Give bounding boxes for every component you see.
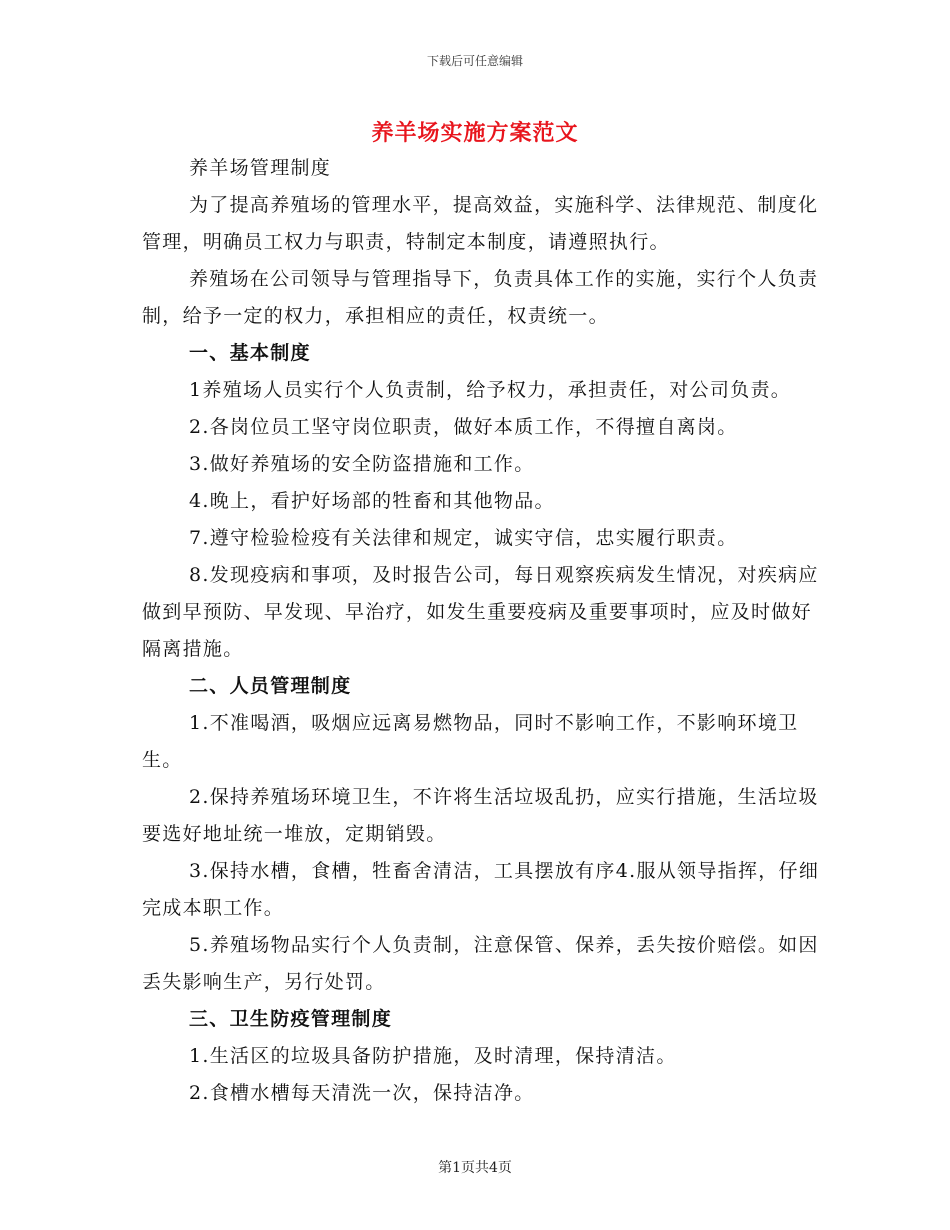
list-item: 5.养殖场物品实行个人负责制，注意保管、保养，丢失按价赔偿。如因丢失影响生产，另行处罚。: [142, 934, 819, 993]
section-heading: 二、人员管理制度: [189, 675, 352, 697]
paragraph: 为了提高养殖场的管理水平，提高效益，实施科学、法律规范、制度化管理，明确员工权力与职责，特制定本制度，请遵照执行。: [142, 194, 819, 253]
list-item: 2.保持养殖场环境卫生，不许将生活垃圾乱扔，应实行措施，生活垃圾要选好地址统一堆放，定期销毁。: [142, 786, 819, 845]
list-item: 2.食槽水槽每天清洗一次，保持洁净。: [189, 1082, 535, 1104]
page-footer: 第1页共4页: [438, 1160, 512, 1176]
paragraph: 养羊场管理制度: [189, 157, 332, 179]
list-item: 2.各岗位员工坚守岗位职责，做好本质工作，不得擅自离岗。: [189, 416, 738, 438]
paragraph: 养殖场在公司领导与管理指导下，负责具体工作的实施，实行个人负责制，给予一定的权力，承担相应的责任，权责统一。: [142, 268, 819, 327]
list-item: 4.晚上，看护好场部的牲畜和其他物品。: [189, 490, 555, 512]
list-item: 1养殖场人员实行个人负责制，给予权力，承担责任，对公司负责。: [189, 379, 792, 401]
section-heading: 三、卫生防疫管理制度: [189, 1008, 393, 1030]
list-item: 1.不准喝酒，吸烟应远离易燃物品，同时不影响工作，不影响环境卫生。: [142, 712, 799, 771]
section-heading: 一、基本制度: [189, 342, 311, 364]
list-item: 3.做好养殖场的安全防盗措施和工作。: [189, 453, 535, 475]
page-header: 下载后可任意编辑: [426, 54, 523, 68]
document-title: 养羊场实施方案范文: [371, 120, 579, 146]
list-item: 1.生活区的垃圾具备防护措施，及时清理，保持清洁。: [189, 1045, 677, 1067]
document-body: [142, 150, 832, 1112]
list-item: 3.保持水槽，食槽，牲畜舍清洁，工具摆放有序4.服从领导指挥，仔细完成本职工作。: [142, 860, 820, 919]
list-item: 8.发现疫病和事项，及时报告公司，每日观察疾病发生情况，对疾病应做到早预防、早发现、早治疗，如发生重要疫病及重要事项时，应及时做好隔离措施。: [142, 564, 819, 660]
list-item: 7.遵守检验检疫有关法律和规定，诚实守信，忠实履行职责。: [189, 527, 738, 549]
